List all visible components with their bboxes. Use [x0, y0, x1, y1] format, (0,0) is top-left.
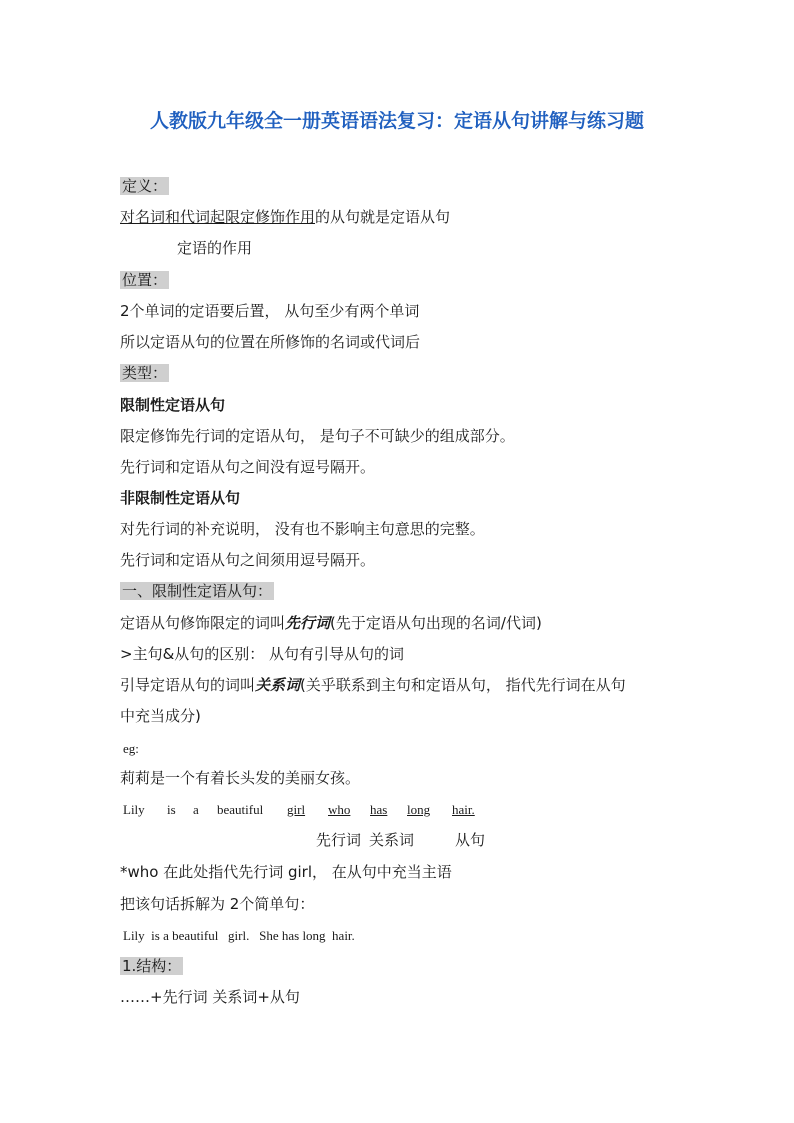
definition-underlined: 对名词和代词起限定修饰作用: [120, 208, 316, 226]
split-sentences: Lily is a beautiful girl. She has long hair.: [123, 928, 355, 943]
example-word-is: is: [167, 802, 176, 817]
example-word-beautiful: beautiful: [217, 802, 264, 817]
eg-label: eg:: [123, 741, 139, 756]
example-chinese: 莉莉是一个有着长头发的美丽女孩。: [120, 769, 361, 787]
types-heading: 类型：: [122, 364, 168, 382]
structure-formula: ……+先行词 关系词+从句: [120, 988, 300, 1006]
definition-note: 定语的作用: [177, 239, 253, 257]
definition-heading: 定义：: [122, 177, 168, 195]
antecedent-term: 先行词: [285, 614, 331, 632]
restrictive-title: 限制性定语从句: [120, 396, 226, 414]
document-title: 人教版九年级全一册英语语法复习：定语从句讲解与练习题: [149, 110, 644, 132]
difference-line: >主句&从句的区别： 从句有引导从句的词: [120, 645, 405, 663]
nonrestrictive-line-1: 对先行词的补充说明， 没有也不影响主句意思的完整。: [120, 520, 485, 538]
definition-line: 对名词和代词起限定修饰作用的从句就是定语从句: [120, 208, 451, 226]
relative-line: 引导定语从句的词叫关系词(关乎联系到主句和定语从句， 指代先行词在从句: [120, 676, 626, 694]
example-word-girl: girl: [287, 802, 306, 817]
label-clause: 从句: [455, 831, 486, 849]
nonrestrictive-title: 非限制性定语从句: [120, 489, 241, 507]
example-word-lily: Lily: [123, 802, 145, 817]
antecedent-line: 定语从句修饰限定的词叫先行词(先于定语从句出现的名词/代词): [120, 614, 542, 632]
restrictive-line-1: 限定修饰先行词的定语从句， 是句子不可缺少的组成部分。: [120, 427, 515, 445]
example-word-has: has: [370, 802, 388, 817]
label-antecedent: 先行词: [316, 831, 362, 849]
relative-term: 关系词: [255, 676, 301, 694]
restrictive-line-2: 先行词和定语从句之间没有逗号隔开。: [120, 458, 376, 476]
example-word-a: a: [193, 802, 199, 817]
structure-heading: 1.结构：: [122, 957, 182, 975]
position-line-2: 所以定语从句的位置在所修饰的名词或代词后: [120, 333, 421, 351]
example-word-who: who: [328, 802, 351, 817]
label-relative: 关系词: [369, 831, 415, 849]
position-heading: 位置：: [122, 271, 168, 289]
nonrestrictive-line-2: 先行词和定语从句之间须用逗号隔开。: [120, 551, 376, 569]
relative-line-cont: 中充当成分): [120, 707, 201, 725]
position-line-1: 2个单词的定语要后置， 从句至少有两个单词: [120, 302, 420, 320]
section1-heading: 一、限制性定语从句：: [122, 582, 273, 600]
split-line: 把该句话拆解为 2个简单句：: [120, 895, 315, 913]
who-note: *who 在此处指代先行词 girl， 在从句中充当主语: [120, 863, 452, 881]
example-word-hair: hair.: [452, 802, 475, 817]
example-word-long: long: [407, 802, 431, 817]
